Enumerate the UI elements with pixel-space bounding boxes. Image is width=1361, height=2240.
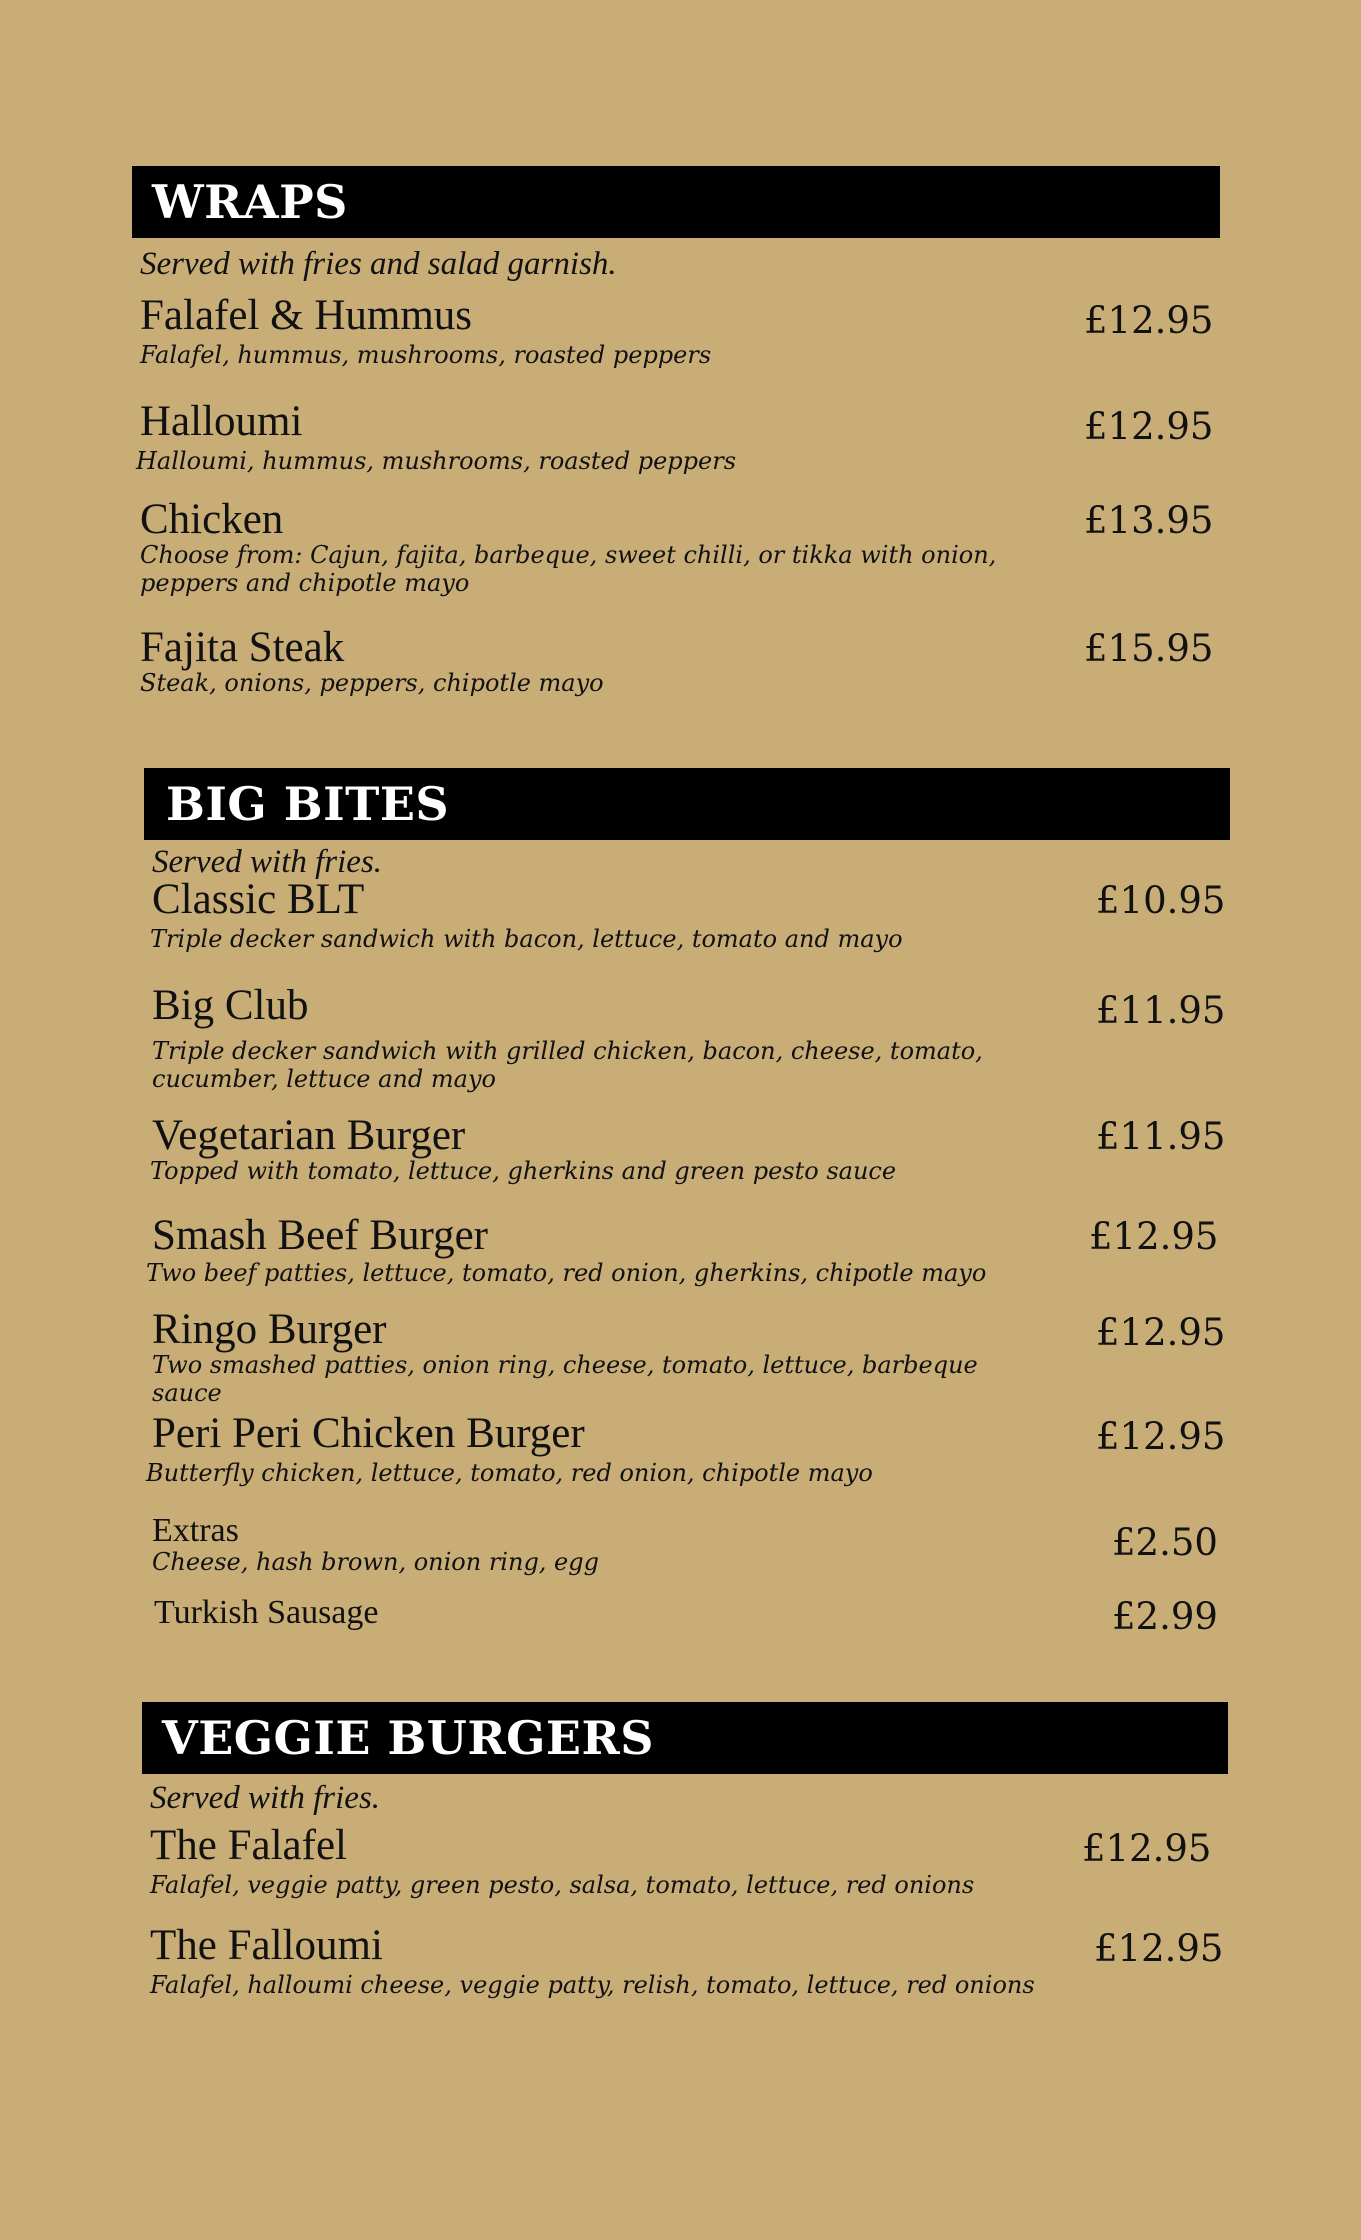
item-description: Halloumi, hummus, mushrooms, roasted peppers: [136, 447, 737, 476]
item-name: Big Club: [152, 982, 309, 1029]
item-name: Falafel & Hummus: [140, 292, 473, 339]
item-price: £11.95: [1096, 1115, 1226, 1158]
section-intro: Served with fries.: [152, 844, 383, 880]
item-price: £12.95: [1084, 405, 1214, 448]
item-price: £12.95: [1082, 1827, 1212, 1870]
item-price: £12.95: [1096, 1415, 1226, 1458]
item-price: £2.99: [1112, 1595, 1218, 1638]
item-description: Steak, onions, peppers, chipotle mayo: [140, 669, 604, 698]
item-name: The Falafel: [150, 1822, 347, 1869]
item-name: Ringo Burger: [152, 1306, 387, 1353]
item-description: Topped with tomato, lettuce, gherkins and green pesto sauce: [150, 1157, 897, 1186]
item-price: £15.95: [1084, 627, 1214, 670]
menu-item: [152, 1594, 1230, 1638]
item-price: £10.95: [1096, 879, 1226, 922]
menu-item: [152, 1113, 1230, 1186]
menu-item: [152, 1307, 1230, 1407]
menu-item: [152, 983, 1230, 1093]
item-description: Choose from: Cajun, fajita, barbeque, sweet chilli, or tikka with onion, peppers and chipotle mayo: [140, 541, 997, 597]
veggie-burgers-section: [142, 1702, 1228, 2037]
menu-item: [140, 497, 1220, 597]
item-price: £11.95: [1096, 989, 1226, 1032]
item-price: £12.95: [1084, 299, 1214, 342]
menu-item: [150, 1923, 1228, 2000]
menu-item: [146, 1212, 1230, 1288]
item-description: Two smashed patties, onion ring, cheese, tomato, lettuce, barbeque sauce: [152, 1351, 978, 1407]
section-title: VEGGIE BURGERS: [142, 1702, 1228, 1774]
item-description: Triple decker sandwich with grilled chicken, bacon, cheese, tomato, cucumber, lettuce and mayo: [152, 1037, 983, 1093]
menu-item: [140, 293, 1220, 370]
item-price: £13.95: [1084, 499, 1214, 542]
item-description: Falafel, halloumi cheese, veggie patty, relish, tomato, lettuce, red onions: [150, 1971, 1035, 2000]
menu-item: [150, 1823, 1228, 1900]
menu-item: [136, 398, 1220, 476]
section-intro: Served with fries and salad garnish.: [140, 246, 617, 282]
item-description: Butterfly chicken, lettuce, tomato, red onion, chipotle mayo: [146, 1459, 873, 1488]
item-name: Peri Peri Chicken Burger: [152, 1410, 585, 1457]
big-bites-section: [144, 768, 1230, 1761]
item-price: £2.50: [1112, 1521, 1218, 1564]
item-description: Cheese, hash brown, onion ring, egg: [152, 1547, 599, 1576]
section-title: WRAPS: [132, 166, 1220, 238]
section-title: BIG BITES: [144, 768, 1230, 840]
item-description: Falafel, veggie patty, green pesto, salsa, tomato, lettuce, red onions: [150, 1871, 975, 1900]
item-name: Classic BLT: [152, 876, 365, 923]
item-price: £12.95: [1096, 1311, 1226, 1354]
item-name: Vegetarian Burger: [152, 1112, 466, 1159]
item-name: Halloumi: [140, 398, 303, 445]
item-description: Falafel, hummus, mushrooms, roasted peppers: [140, 341, 712, 370]
item-price: £12.95: [1094, 1927, 1224, 1970]
item-name: Extras: [152, 1512, 239, 1549]
item-name: Fajita Steak: [140, 624, 345, 671]
item-name: Turkish Sausage: [154, 1594, 379, 1631]
menu-item: [146, 1410, 1230, 1488]
item-price: £12.95: [1089, 1215, 1219, 1258]
item-name: Smash Beef Burger: [152, 1212, 488, 1259]
item-name: The Falloumi: [150, 1922, 383, 1969]
menu-item: [152, 877, 1230, 954]
menu-item: [152, 1513, 1230, 1576]
wraps-section: [132, 166, 1220, 743]
item-description: Triple decker sandwich with bacon, lettuce, tomato and mayo: [150, 925, 903, 954]
section-intro: Served with fries.: [150, 1780, 381, 1816]
item-name: Chicken: [140, 496, 284, 543]
menu-item: [140, 625, 1220, 698]
item-description: Two beef patties, lettuce, tomato, red onion, gherkins, chipotle mayo: [146, 1259, 987, 1288]
